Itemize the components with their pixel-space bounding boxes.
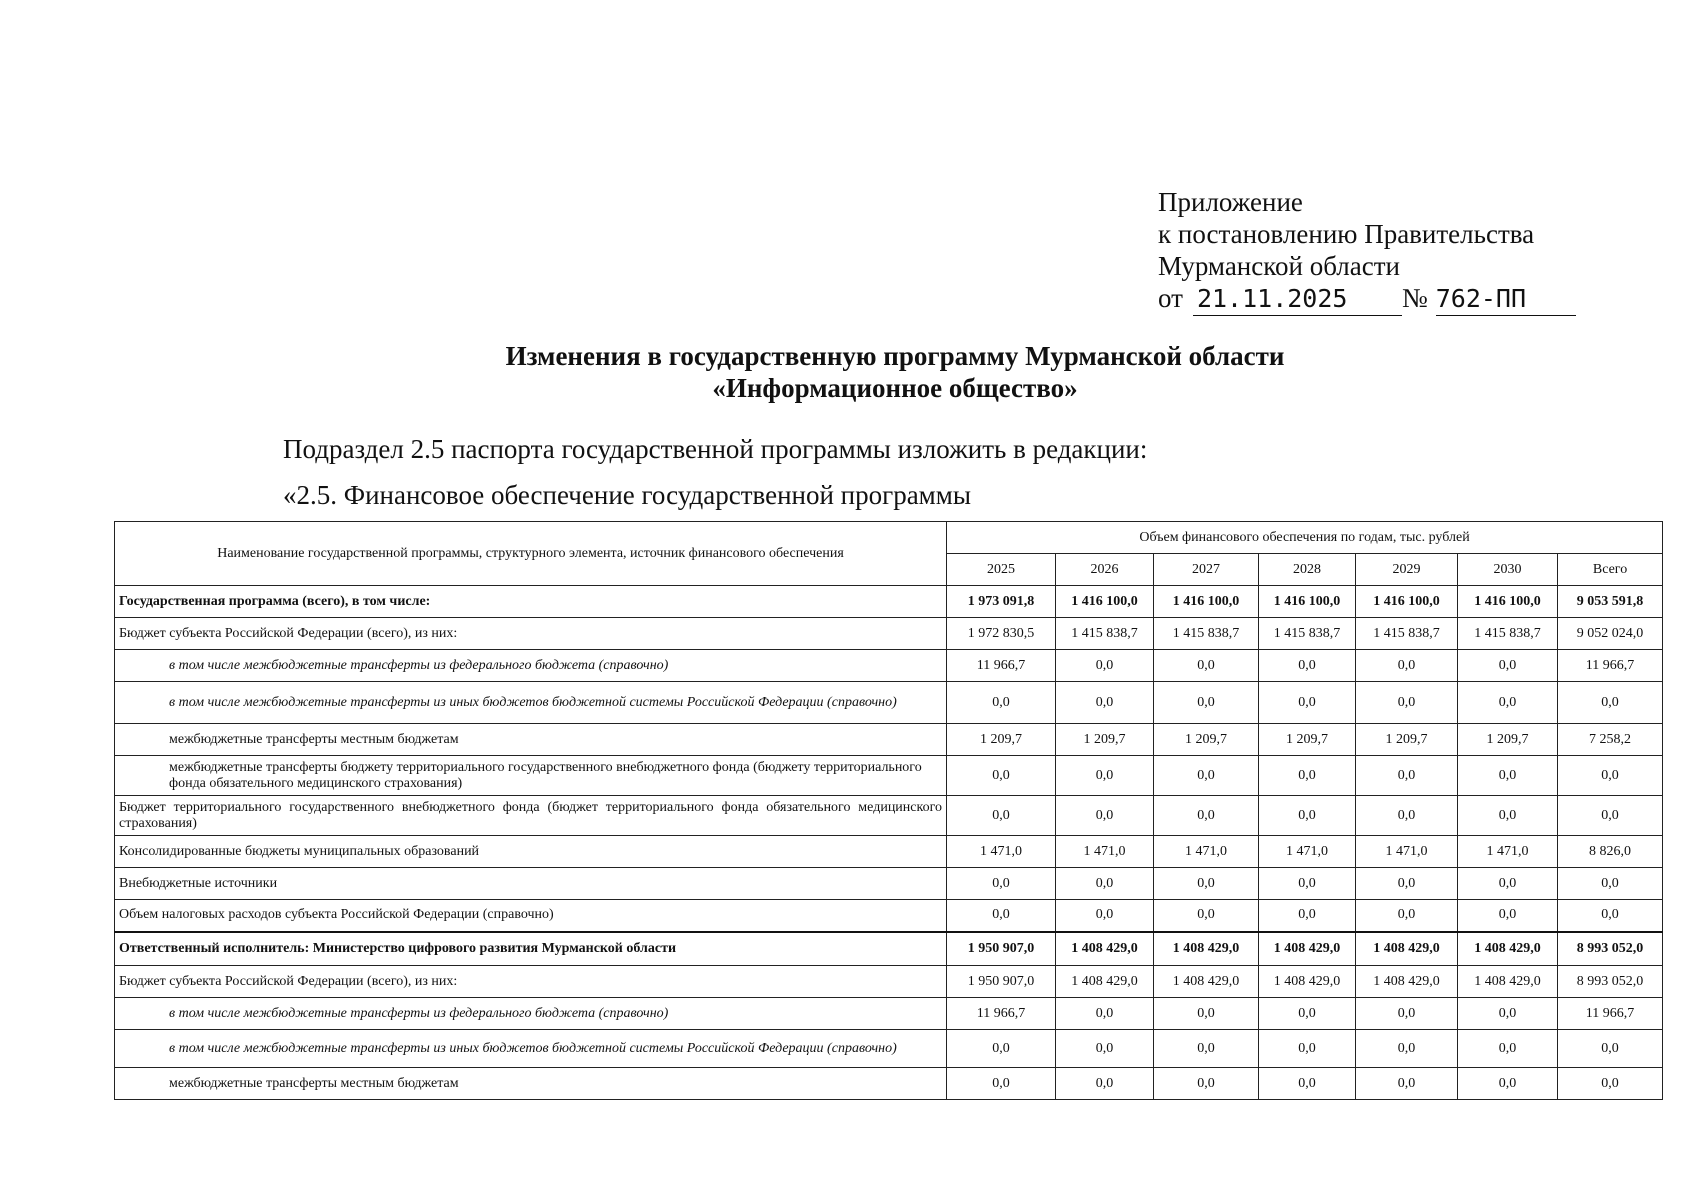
row-value: 1 471,0 [947,836,1056,868]
name-column-header: Наименование государственной программы, структурного элемента, источник финансового обеспечения [115,522,947,586]
row-value: 0,0 [947,1068,1056,1100]
row-value: 1 415 838,7 [1154,618,1259,650]
appendix-block [1158,186,1576,316]
row-label: межбюджетные трансферты местным бюджетам [115,724,947,756]
row-value: 1 408 429,0 [1154,966,1259,998]
row-value: 0,0 [1056,796,1154,836]
row-value: 1 209,7 [1056,724,1154,756]
row-value: 1 950 907,0 [947,932,1056,966]
row-value: 1 209,7 [1259,724,1356,756]
row-value: 0,0 [1154,1030,1259,1068]
row-value: 0,0 [947,868,1056,900]
row-value: 0,0 [1056,1030,1154,1068]
row-total: 11 966,7 [1558,650,1663,682]
table-row [115,618,1663,650]
row-value: 11 966,7 [947,998,1056,1030]
table-row [115,966,1663,998]
row-value: 0,0 [1356,998,1458,1030]
row-value: 0,0 [947,796,1056,836]
row-total: 0,0 [1558,1030,1663,1068]
year-header: 2025 [947,554,1056,586]
financing-table [114,521,1663,1100]
row-value: 0,0 [947,756,1056,796]
table-row [115,756,1663,796]
row-value: 0,0 [947,1030,1056,1068]
row-value: 1 471,0 [1356,836,1458,868]
table-row [115,998,1663,1030]
row-value: 0,0 [1154,682,1259,724]
row-value: 0,0 [1458,900,1558,932]
volume-header: Объем финансового обеспечения по годам, тыс. рублей [947,522,1663,554]
row-value: 1 408 429,0 [1259,966,1356,998]
row-value: 1 415 838,7 [1259,618,1356,650]
year-header: 2027 [1154,554,1259,586]
row-label: Внебюджетные источники [115,868,947,900]
row-label: Консолидированные бюджеты муниципальных образований [115,836,947,868]
row-value: 0,0 [1356,900,1458,932]
row-label: в том числе межбюджетные трансферты из федерального бюджета (справочно) [115,998,947,1030]
row-value: 1 408 429,0 [1259,932,1356,966]
row-value: 0,0 [1458,868,1558,900]
row-value: 0,0 [1056,900,1154,932]
row-value: 1 950 907,0 [947,966,1056,998]
table-row [115,1030,1663,1068]
row-value: 0,0 [1458,1030,1558,1068]
appendix-line-1: Приложение [1158,187,1303,217]
year-header: 2028 [1259,554,1356,586]
row-value: 0,0 [1259,900,1356,932]
row-value: 1 415 838,7 [1458,618,1558,650]
row-label: Ответственный исполнитель: Министерство цифрового развития Мурманской области [115,932,947,966]
row-value: 1 408 429,0 [1056,966,1154,998]
row-value: 1 408 429,0 [1356,932,1458,966]
row-value: 0,0 [1458,1068,1558,1100]
row-value: 0,0 [1056,650,1154,682]
row-total: 0,0 [1558,868,1663,900]
document-title-line-2: «Информационное общество» [712,373,1078,403]
row-value: 1 415 838,7 [1056,618,1154,650]
row-value: 1 408 429,0 [1356,966,1458,998]
table-row [115,724,1663,756]
row-value: 1 408 429,0 [1458,932,1558,966]
row-value: 0,0 [1356,796,1458,836]
row-total: 0,0 [1558,756,1663,796]
year-header: 2030 [1458,554,1558,586]
row-value: 1 408 429,0 [1458,966,1558,998]
number-sign: № [1401,283,1428,313]
row-value: 0,0 [1458,998,1558,1030]
table-row [115,932,1663,966]
row-label: Бюджет территориального государственного внебюджетного фонда (бюджет территориального фонда обязательного медицинского страхования) [115,796,947,836]
from-prefix: от [1158,283,1183,313]
table-row [115,1068,1663,1100]
row-value: 0,0 [1259,1030,1356,1068]
row-value: 0,0 [1458,682,1558,724]
row-value: 1 471,0 [1154,836,1259,868]
row-value: 0,0 [1154,756,1259,796]
row-value: 0,0 [947,682,1056,724]
row-total: 0,0 [1558,682,1663,724]
row-value: 1 408 429,0 [1154,932,1259,966]
appendix-line-3: Мурманской области [1158,251,1400,281]
row-value: 1 416 100,0 [1259,586,1356,618]
row-value: 1 416 100,0 [1458,586,1558,618]
row-total: 11 966,7 [1558,998,1663,1030]
row-value: 0,0 [1259,756,1356,796]
row-label: Государственная программа (всего), в том числе: [115,586,947,618]
row-value: 1 416 100,0 [1356,586,1458,618]
row-value: 1 973 091,8 [947,586,1056,618]
row-value: 0,0 [1458,650,1558,682]
row-total: 8 826,0 [1558,836,1663,868]
year-header: 2026 [1056,554,1154,586]
row-value: 1 471,0 [1259,836,1356,868]
row-value: 0,0 [947,900,1056,932]
row-label: в том числе межбюджетные трансферты из иных бюджетов бюджетной системы Российской Федерации (справочно) [115,682,947,724]
row-value: 0,0 [1154,650,1259,682]
row-value: 0,0 [1056,682,1154,724]
row-value: 1 209,7 [947,724,1056,756]
row-value: 0,0 [1259,868,1356,900]
row-label: межбюджетные трансферты бюджету территориального государственного внебюджетного фонда (бюджету территориального фонда обязательного медицинского страхования) [115,756,947,796]
row-total: 8 993 052,0 [1558,932,1663,966]
row-total: 0,0 [1558,1068,1663,1100]
row-value: 0,0 [1356,650,1458,682]
document-title-line-1: Изменения в государственную программу Мурманской области [505,341,1285,371]
row-value: 0,0 [1356,868,1458,900]
row-label: Объем налоговых расходов субъекта Российской Федерации (справочно) [115,900,947,932]
subsection-instruction: Подраздел 2.5 паспорта государственной программы изложить в редакции: [283,434,1148,464]
row-total: 7 258,2 [1558,724,1663,756]
decree-date: 21.11.2025 [1193,283,1402,316]
row-value: 0,0 [1056,868,1154,900]
row-value: 0,0 [1154,868,1259,900]
row-value: 1 972 830,5 [947,618,1056,650]
decree-number: 762-ПП [1436,283,1576,316]
row-total: 9 052 024,0 [1558,618,1663,650]
row-value: 0,0 [1154,900,1259,932]
table-row [115,650,1663,682]
table-row [115,586,1663,618]
row-value: 0,0 [1259,682,1356,724]
row-total: 0,0 [1558,900,1663,932]
row-value: 0,0 [1259,796,1356,836]
year-header: 2029 [1356,554,1458,586]
table-row [115,796,1663,836]
row-value: 1 209,7 [1458,724,1558,756]
row-total: 9 053 591,8 [1558,586,1663,618]
row-value: 0,0 [1356,1030,1458,1068]
row-value: 1 471,0 [1056,836,1154,868]
row-value: 0,0 [1458,756,1558,796]
row-label: Бюджет субъекта Российской Федерации (всего), из них: [115,966,947,998]
row-value: 1 209,7 [1154,724,1259,756]
row-value: 0,0 [1356,1068,1458,1100]
row-value: 1 415 838,7 [1356,618,1458,650]
row-value: 0,0 [1356,756,1458,796]
row-value: 1 416 100,0 [1154,586,1259,618]
row-value: 1 408 429,0 [1056,932,1154,966]
row-value: 0,0 [1259,650,1356,682]
row-value: 1 416 100,0 [1056,586,1154,618]
row-value: 1 209,7 [1356,724,1458,756]
appendix-date-row [1158,282,1576,316]
row-value: 0,0 [1056,1068,1154,1100]
row-total: 8 993 052,0 [1558,966,1663,998]
row-value: 1 471,0 [1458,836,1558,868]
row-total: 0,0 [1558,796,1663,836]
section-heading: «2.5. Финансовое обеспечение государственной программы [283,480,971,510]
row-value: 0,0 [1356,682,1458,724]
table-row [115,868,1663,900]
row-value: 0,0 [1458,796,1558,836]
row-value: 0,0 [1154,796,1259,836]
table-row [115,900,1663,932]
row-label: межбюджетные трансферты местным бюджетам [115,1068,947,1100]
row-label: Бюджет субъекта Российской Федерации (всего), из них: [115,618,947,650]
row-value: 0,0 [1154,1068,1259,1100]
row-value: 11 966,7 [947,650,1056,682]
appendix-line-2: к постановлению Правительства [1158,219,1535,249]
table-row [115,836,1663,868]
row-value: 0,0 [1056,998,1154,1030]
row-label: в том числе межбюджетные трансферты из иных бюджетов бюджетной системы Российской Федерации (справочно) [115,1030,947,1068]
row-value: 0,0 [1056,756,1154,796]
row-value: 0,0 [1154,998,1259,1030]
row-label: в том числе межбюджетные трансферты из федерального бюджета (справочно) [115,650,947,682]
row-value: 0,0 [1259,1068,1356,1100]
row-value: 0,0 [1259,998,1356,1030]
table-row [115,682,1663,724]
total-header: Всего [1558,554,1663,586]
